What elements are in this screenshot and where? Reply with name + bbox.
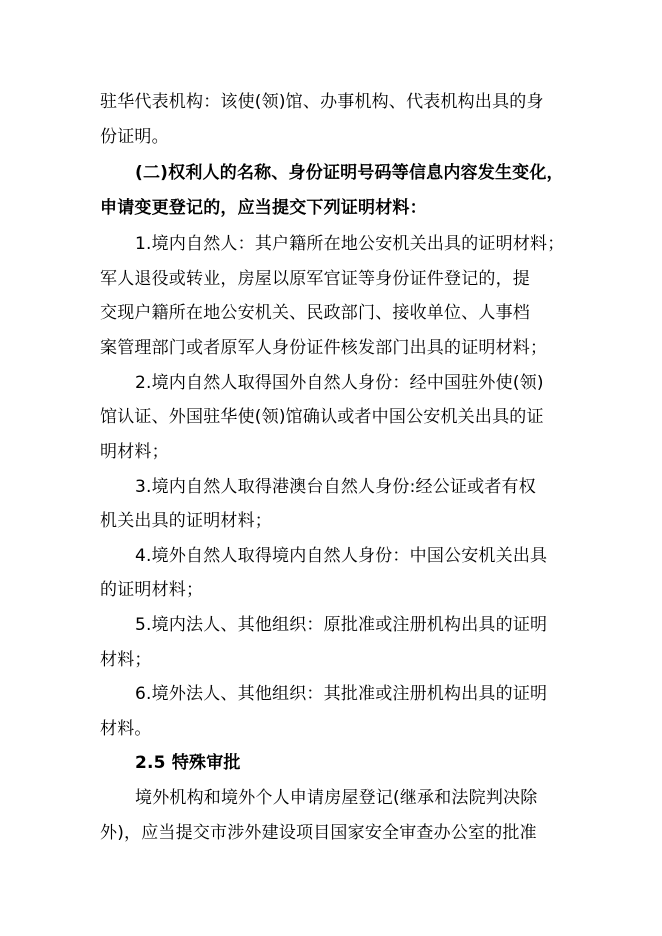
list-item-line: 3.境内自然人取得港澳台自然人身份:经公证或者有权: [135, 477, 536, 497]
subsection-title: 2.5 特殊审批: [135, 753, 241, 773]
section-heading-line: (二)权利人的名称、身份证明号码等信息内容发生变化，: [135, 163, 564, 183]
list-item-line: 5.境内法人、其他组织：原批准或注册机构出具的证明: [135, 615, 548, 635]
paragraph-line: 交现户籍所在地公安机关、民政部门、接收单位、人事档: [100, 303, 530, 323]
list-item-line: 4.境外自然人取得境内自然人身份：中国公安机关出具: [135, 546, 548, 566]
paragraph-line: 机关出具的证明材料；: [100, 511, 272, 531]
list-item-line: 2.境内自然人取得国外自然人身份：经中国驻外使(领): [135, 373, 544, 393]
list-item-line: 6.境外法人、其他组织：其批准或注册机构出具的证明: [135, 684, 548, 704]
paragraph-line: 驻华代表机构：该使(领)馆、办事机构、代表机构出具的身: [100, 92, 544, 112]
paragraph-line: 案管理部门或者原军人身份证件核发部门出具的证明材料；: [100, 338, 548, 358]
list-item-line: 1.境内自然人：其户籍所在地公安机关出具的证明材料；: [135, 234, 565, 254]
paragraph-line: 材料；: [100, 650, 152, 670]
paragraph-line: 馆认证、外国驻华使(领)馆确认或者中国公安机关出具的证: [100, 407, 544, 427]
section-heading-line: 申请变更登记的，应当提交下列证明材料：: [100, 198, 427, 218]
paragraph-line: 明材料；: [100, 442, 169, 462]
paragraph-line: 份证明。: [100, 127, 169, 147]
paragraph-line: 境外机构和境外个人申请房屋登记(继承和法院判决除: [135, 788, 538, 808]
paragraph-line: 材料。: [100, 719, 152, 739]
paragraph-line: 军人退役或转业，房屋以原军官证等身份证件登记的，提: [100, 269, 530, 289]
paragraph-line: 外)，应当提交市涉外建设项目国家安全审查办公室的批准: [100, 823, 537, 843]
paragraph-line: 的证明材料；: [100, 580, 204, 600]
